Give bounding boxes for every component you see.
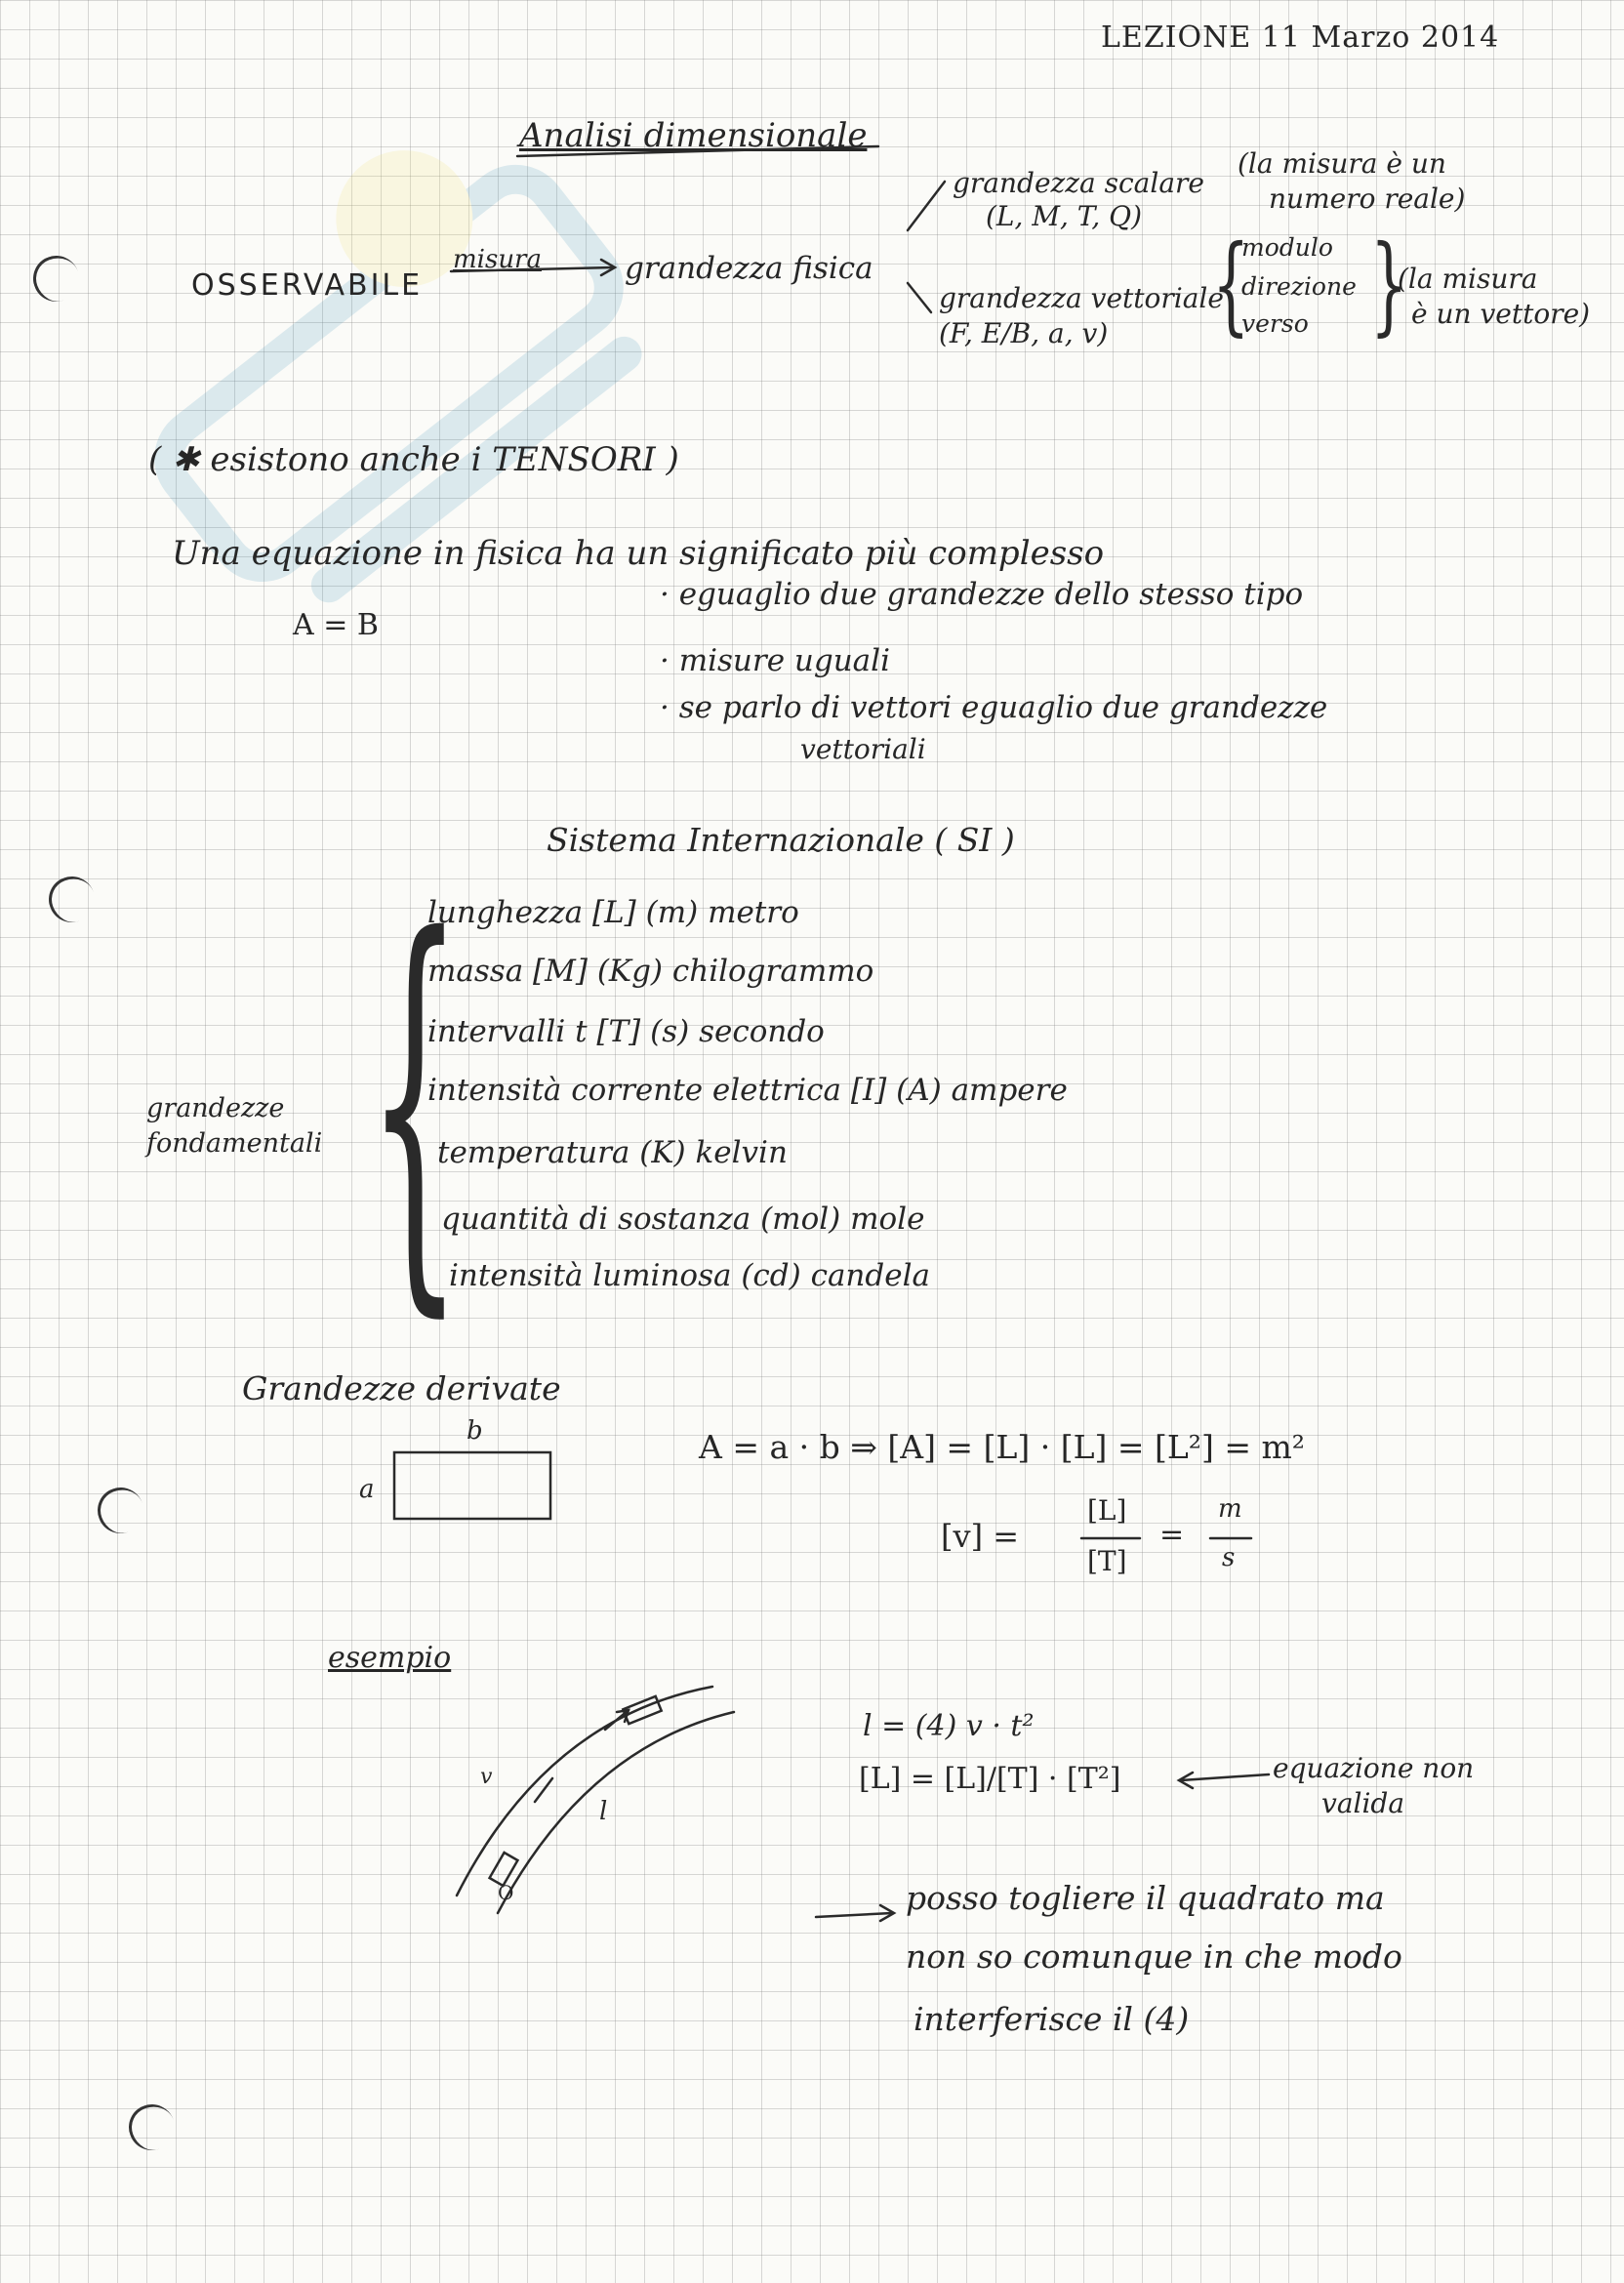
vector-item-verso: verso [1241,309,1309,338]
vector-brace-close: } [1370,222,1408,347]
equation-bullet-3: · se parlo di vettori eguaglio due grandezze [660,690,1328,725]
scalar-note-1: (la misura è un [1238,147,1446,180]
tensors-note: ( ✱ esistono anche i TENSORI ) [148,440,679,479]
sketch-origin-label: O [498,1881,514,1904]
sketch-v-label: v [480,1765,493,1789]
si-row-mass: massa [M] (Kg) chilogrammo [427,954,874,989]
velocity-unit-num: m [1218,1494,1242,1524]
si-row-time: intervalli t [T] (s) secondo [427,1014,825,1049]
vector-brace-open: { [1212,222,1250,347]
example-eq-1: l = (4) v · t² [863,1709,1035,1743]
si-side-label-1: grandezze [146,1093,285,1123]
example-comment-1: posso togliere il quadrato ma [906,1879,1385,1917]
scalar-examples: (L, M, T, Q) [986,200,1143,232]
vector-item-direzione: direzione [1241,272,1357,301]
rect-side-a: a [359,1475,375,1504]
measure-arrow-label: misura [453,245,542,274]
equation-intro: Una equazione in fisica ha un significato più complesso [172,534,1105,573]
velocity-unit-den: s [1222,1543,1236,1572]
area-formula: A = a · b ⇒ [A] = [L] · [L] = [L²] = m² [699,1428,1306,1466]
si-row-temperature: temperatura (K) kelvin [437,1135,788,1170]
si-row-substance: quantità di sostanza (mol) mole [441,1202,925,1237]
example-comment-2: non so comunque in che modo [906,1937,1402,1976]
scalar-quantity: grandezza scalare [953,167,1204,199]
equation-formula: A = B [293,608,379,642]
example-comment-3: interferisce il (4) [914,2000,1190,2038]
si-row-length: lunghezza [L] (m) metro [427,895,799,930]
vector-item-modulo: modulo [1241,233,1333,262]
velocity-lhs: [v] = [941,1518,1020,1555]
lesson-date: LEZIONE 11 Marzo 2014 [1101,20,1500,55]
vector-examples: (F, E/B, a, v) [939,317,1109,349]
vector-quantity: grandezza vettoriale [939,282,1224,314]
scalar-note-2: numero reale) [1269,183,1466,215]
page-title: Analisi dimensionale [519,116,868,155]
vector-note-2: è un vettore) [1411,298,1591,330]
derived-title: Grandezze derivate [242,1369,561,1407]
example-eq-2: [L] = [L]/[T] · [T²] [859,1762,1121,1796]
equation-bullet-1: · eguaglio due grandezze dello stesso tipo [660,577,1304,612]
equation-bullet-3-cont: vettoriali [800,733,926,765]
example-label: esempio [328,1641,452,1675]
sketch-l-label: l [599,1797,608,1826]
si-row-luminous: intensità luminosa (cd) candela [449,1258,930,1293]
si-title: Sistema Internazionale ( SI ) [547,821,1015,859]
si-brace: { [367,851,463,1351]
observable-label: OSSERVABILE [191,268,424,303]
si-row-current: intensità corrente elettrica [I] (A) ampere [427,1073,1068,1108]
vector-note-1: (la misura [1398,263,1538,295]
example-eq-note-2: valida [1321,1787,1405,1819]
physical-quantity: grandezza fisica [625,251,873,286]
velocity-eq: = [1159,1518,1185,1552]
rect-side-b: b [467,1416,483,1446]
velocity-num: [L] [1087,1494,1127,1527]
velocity-den: [T] [1087,1545,1127,1577]
equation-bullet-2: · misure uguali [660,643,890,678]
example-eq-note-1: equazione non [1273,1752,1475,1784]
si-side-label-2: fondamentali [146,1128,323,1159]
